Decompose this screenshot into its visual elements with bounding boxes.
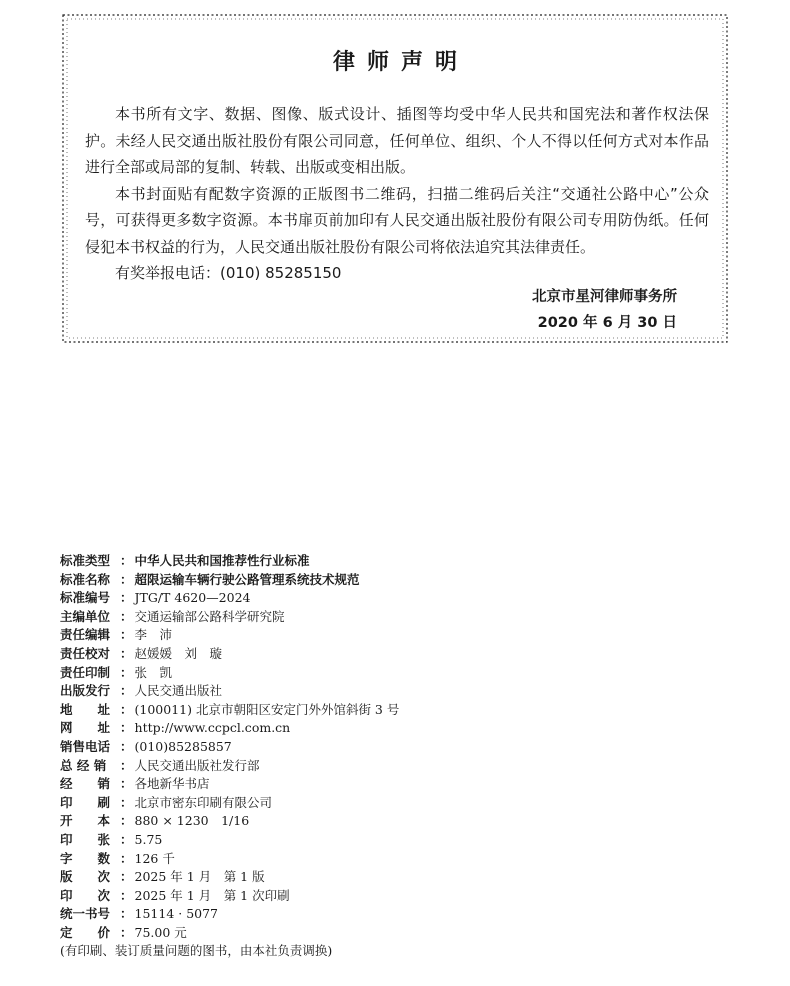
info-value: 赵媛媛 刘 璇 [134,645,223,661]
info-value: 张 凯 [134,664,173,680]
quality-note: (有印刷、装订质量问题的图书，由本社负责调换) [60,943,333,959]
info-separator: ： [120,869,133,885]
info-label: 定 价 [60,924,111,940]
info-value: 中华人民共和国推荐性行业标准 [134,553,310,568]
info-value: 北京市密东印刷有限公司 [134,794,273,810]
info-label: 标准类型 [60,553,111,568]
info-label: 印 次 [60,887,111,903]
info-label: 网 址 [60,720,111,736]
info-label: 总 经 销 [60,757,107,773]
info-row [60,571,740,590]
info-label: 标准名称 [60,571,111,587]
info-row [60,738,740,757]
info-row [60,757,740,776]
info-label: 开 本 [60,813,111,829]
info-separator: ： [120,924,133,940]
info-value: 5.75 [134,831,163,847]
info-row [60,831,740,850]
info-separator: ： [120,645,133,661]
info-label: 出版发行 [60,683,111,699]
report-phone: 有奖举报电话：(010) 85285150 [115,264,342,282]
info-label: 经 销 [60,776,111,792]
info-row [60,794,740,813]
notice-title: 律师声明 [332,50,469,75]
info-row [60,887,740,906]
legal-notice-box [61,13,729,344]
info-label: 责任印制 [60,664,111,680]
info-label: 字 数 [60,850,111,866]
info-value: 15114 · 5077 [134,906,219,922]
info-row [60,626,740,645]
info-separator: ： [120,776,133,792]
info-separator: ： [120,738,133,754]
info-separator: ： [120,906,133,922]
info-value: (100011) 北京市朝阳区安定门外外馆斜街 3 号 [134,701,400,717]
info-label: 销售电话 [60,738,111,754]
info-value: 880 × 1230 1/16 [134,813,250,829]
info-value: 超限运输车辆行驶公路管理系统技术规范 [134,571,360,587]
info-label: 印 刷 [60,794,111,810]
info-value: 75.00 元 [134,924,187,940]
info-row [60,924,740,943]
notice-paragraph: 本书所有文字、数据、图像、版式设计、插图等均受中华人民共和国宪法和著作权法保护。未经人民交通出版社股份有限公司同意，任何单位、组织、个人不得以任何方式对本作品进行全部或局部的复制、转载、出版或变相出版。 [85,105,709,176]
notice-date: 2020 年 6 月 30 日 [537,315,677,331]
info-label: 版 次 [60,869,111,885]
info-row [60,719,740,738]
info-separator: ： [120,664,133,680]
info-separator: ： [120,887,133,903]
info-separator: ： [120,701,133,717]
info-separator: ： [120,683,133,699]
info-value: 交通运输部公路科学研究院 [134,608,285,624]
info-separator: ： [120,720,133,736]
info-row [60,664,740,683]
info-value: 2025 年 1 月 第 1 版 [134,869,265,885]
info-separator: ： [120,794,133,810]
info-separator: ： [120,571,133,587]
info-row [60,868,740,887]
info-label: 印 张 [60,831,111,847]
info-value: 人民交通出版社 [134,683,223,699]
info-row [60,552,740,571]
info-separator: ： [120,590,133,606]
info-label: 统一书号 [60,906,111,922]
info-value: 各地新华书店 [134,776,210,792]
info-row [60,589,740,608]
info-separator: ： [120,850,133,866]
info-row [60,812,740,831]
info-separator: ： [120,813,133,829]
copyright-info-block [60,552,740,961]
info-value: 人民交通出版社发行部 [134,757,260,773]
info-value: 2025 年 1 月 第 1 次印刷 [134,887,290,903]
info-value: 126 千 [134,850,175,866]
info-value: 李 沛 [134,627,173,643]
info-label: 责任校对 [60,645,111,661]
info-separator: ： [120,757,133,773]
info-value: (010)85285857 [134,738,232,754]
info-row [60,645,740,664]
info-separator: ： [120,627,133,643]
info-row [60,905,740,924]
info-value: JTG/T 4620—2024 [134,590,251,606]
info-separator: ： [120,553,133,568]
notice-body [85,101,709,287]
info-row [60,682,740,701]
info-row [60,608,740,627]
info-label: 主编单位 [60,608,111,624]
info-label: 地 址 [60,701,111,717]
info-row [60,701,740,720]
info-value[interactable]: http://www.ccpcl.com.cn [134,720,291,736]
info-label: 标准编号 [60,590,111,606]
notice-paragraph: 本书封面贴有配数字资源的正版图书二维码，扫描二维码后关注“交通社公路中心”公众号，可获得更多数字资源。本书扉页前加印有人民交通出版社股份有限公司专用防伪纸。任何侵犯本书权益的行为，人民交通出版社股份有限公司将依法追究其法律责任。 [85,184,709,256]
law-firm-name: 北京市星河律师事务所 [532,289,677,305]
info-row [60,850,740,869]
info-separator: ： [120,608,133,624]
info-row [60,775,740,794]
info-label: 责任编辑 [60,627,111,643]
copyright-info-list [60,552,740,942]
info-separator: ： [120,831,133,847]
